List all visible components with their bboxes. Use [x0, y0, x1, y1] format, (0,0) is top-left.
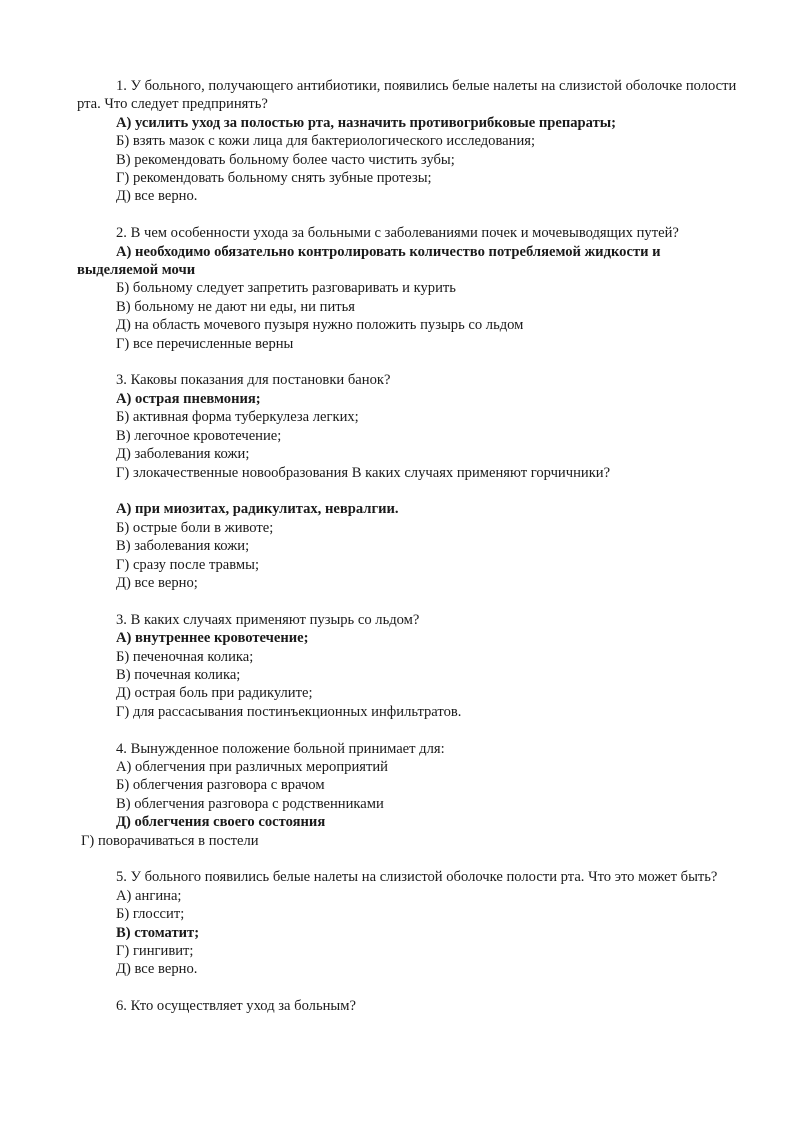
question-5-answer-v: В) стоматит;	[116, 924, 200, 941]
spacer	[77, 353, 745, 371]
question-3b-option-b: Б) острые боли в животе;	[116, 519, 274, 536]
question-3c-option-v: В) почечная колика;	[116, 666, 241, 683]
question-4-option-v: В) облегчения разговора с родственниками	[116, 795, 384, 812]
question-3b-option-g: Г) сразу после травмы;	[116, 556, 260, 573]
question-2-option-d: Д) на область мочевого пузыря нужно положить пузырь со льдом	[116, 317, 524, 334]
question-5-option-d: Д) все верно.	[116, 961, 198, 978]
question-3-text: 3. Каковы показания для постановки банок?	[116, 372, 391, 389]
question-1-option-g: Г) рекомендовать больному снять зубные протезы;	[116, 170, 432, 187]
spacer	[77, 721, 745, 739]
question-5-text: 5. У больного появились белые налеты на слизистой оболочке полости рта. Что это может быть?	[116, 869, 718, 886]
question-1-text: 1. У больного, получающего антибиотики, появились белые налеты на слизистой оболочке полости рта. Что следует предпринять?	[77, 78, 737, 113]
document-body	[77, 77, 745, 1016]
question-4-option-b: Б) облегчения разговора с врачом	[116, 777, 325, 794]
question-4-answer-d: Д) облегчения своего состояния	[116, 814, 326, 831]
question-3c-option-g: Г) для рассасывания постинъекционных инфильтратов.	[116, 703, 462, 720]
question-2-text: 2. В чем особенности ухода за больными с заболеваниями почек и мочевыводящих путей?	[116, 225, 679, 242]
question-1-answer-a: А) усилить уход за полостью рта, назначить противогрибковые препараты;	[116, 114, 617, 131]
question-3b-option-v: В) заболевания кожи;	[116, 538, 250, 555]
question-2-option-b: Б) больному следует запретить разговаривать и курить	[116, 280, 456, 297]
spacer	[77, 482, 745, 500]
question-1-option-d: Д) все верно.	[116, 188, 198, 205]
question-2-option-v: В) больному не дают ни еды, ни питья	[116, 298, 356, 315]
question-4-option-a: А) облегчения при различных мероприятий	[116, 758, 388, 775]
question-2-answer-a: А) необходимо обязательно контролировать количество потребляемой жидкости и выделяемой мочи	[77, 243, 661, 279]
question-2-option-g: Г) все перечисленные верны	[116, 335, 294, 352]
question-3b-answer-a: А) при миозитах, радикулитах, невралгии.	[116, 501, 399, 518]
question-5-option-a: А) ангина;	[116, 887, 182, 904]
spacer	[77, 979, 745, 997]
question-6-text: 6. Кто осуществляет уход за больным?	[116, 998, 356, 1015]
question-5-option-g: Г) гингивит;	[116, 943, 194, 959]
question-4-option-g: Г) поворачиваться в постели	[81, 832, 259, 849]
question-5-option-b: Б) глоссит;	[116, 906, 185, 923]
spacer	[77, 592, 745, 610]
question-3c-text: 3. В каких случаях применяют пузырь со льдом?	[116, 611, 420, 628]
question-1-option-v: В) рекомендовать больному более часто чистить зубы;	[116, 151, 455, 168]
spacer	[77, 206, 745, 224]
question-3-option-g: Г) злокачественные новообразования В каких случаях применяют горчичники?	[116, 464, 611, 481]
question-3-option-d: Д) заболевания кожи;	[116, 446, 250, 463]
question-3c-option-d: Д) острая боль при радикулите;	[116, 685, 313, 702]
question-3c-answer-a: А) внутреннее кровотечение;	[116, 630, 309, 647]
question-3-answer-a: А) острая пневмония;	[116, 390, 261, 407]
spacer	[77, 850, 745, 868]
question-3b-option-d: Д) все верно;	[116, 574, 198, 591]
question-1-option-b: Б) взять мазок с кожи лица для бактериологического исследования;	[116, 133, 536, 150]
question-3c-option-b: Б) печеночная колика;	[116, 648, 254, 665]
question-3-option-v: В) легочное кровотечение;	[116, 427, 282, 444]
question-4-text: 4. Вынужденное положение больной принимает для:	[116, 740, 445, 757]
question-3-option-b: Б) активная форма туберкулеза легких;	[116, 409, 359, 426]
